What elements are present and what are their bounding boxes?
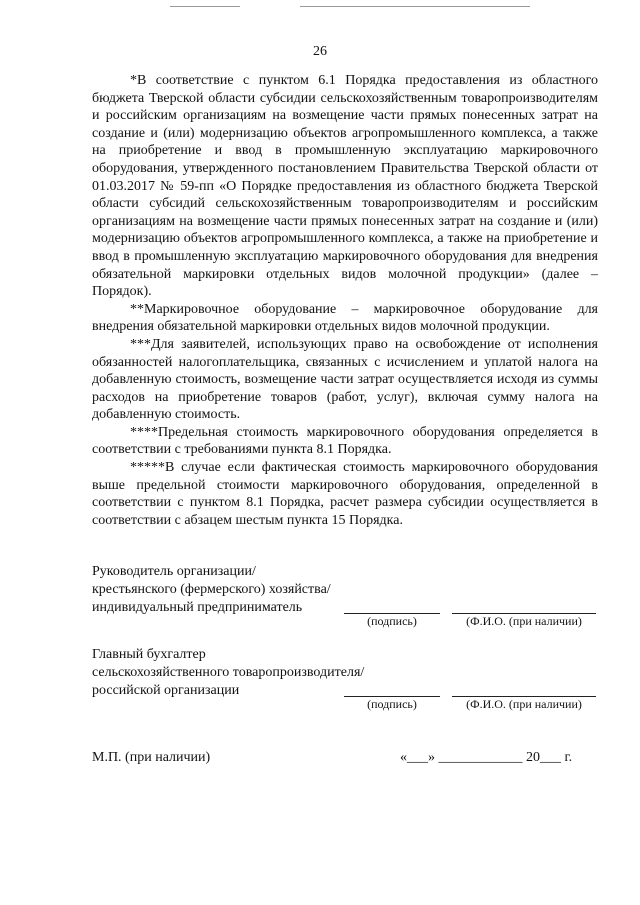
accountant-label-line-3: российской организации (92, 682, 240, 698)
date-field: «___» ____________ 20___ г. (400, 750, 573, 765)
accountant-signature-caption: (подпись) (367, 697, 417, 711)
head-name-caption: (Ф.И.О. (при наличии) (466, 614, 582, 628)
head-label-line-2: крестьянского (фермерского) хозяйства/ (92, 581, 331, 597)
footnote-3: ***Для заявителей, использующих право на освобождение от исполнения обязанностей налогоплательщика, связанных с исчислением и уплатой налога на добавленную стоимость, возмещение части затрат осуществляется исходя из суммы расходов на приобретение товаров (работ, услуг), включая сумму налога на добавленную стоимость. (92, 336, 598, 423)
head-signature-label (92, 563, 331, 616)
footnote-5: *****В случае если фактическая стоимость маркировочного оборудования выше предельной стоимости маркировочного оборудования, определенной в соответствии с пунктом 8.1 Порядка, расчет размера субсидии осуществляется в соответствии с абзацем шестым пункта 15 Порядка. (92, 460, 598, 528)
footnote-2: **Маркировочное оборудование – маркировочное оборудование для внедрения обязательной маркировки отдельных видов молочной продукции. (92, 301, 598, 335)
footnotes (92, 72, 598, 529)
accountant-label-line-1: Главный бухгалтер (92, 647, 206, 662)
stamp-label: М.П. (при наличии) (92, 750, 211, 765)
accountant-signature-label (92, 646, 364, 699)
head-signature-caption: (подпись) (367, 614, 417, 628)
footnote-4: ****Предельная стоимость маркировочного оборудования определяется в соответствии с требованиями пункта 8.1 Порядка. (92, 424, 598, 458)
scan-artifact (170, 6, 240, 7)
head-label-line-3: индивидуальный предприниматель (92, 599, 303, 615)
page-number: 26 (313, 44, 327, 59)
accountant-name-caption: (Ф.И.О. (при наличии) (466, 697, 582, 711)
head-label-line-1: Руководитель организации/ (92, 564, 256, 579)
scan-artifact (300, 6, 530, 7)
footnote-1: *В соответствие с пунктом 6.1 Порядка предоставления из областного бюджета Тверской области субсидии сельскохозяйственным товаропроизводителям и российским организациям на возмещение части прямых понесенных затрат на создание и (или) модернизацию объектов агропромышленного комплекса, а также на приобретение и ввод в промышленную эксплуатацию маркировочного оборудования, утвержденного постановлением Правительства Тверской области от 01.03.2017 № 59-пп «О Порядке предоставления из областного бюджета Тверской области субсидий сельскохозяйственным товаропроизводителям и российским организациям на возмещение части прямых понесенных затрат на создание и (или) модернизацию объектов агропромышленного комплекса, а также на приобретение и ввод в промышленную эксплуатацию маркировочного оборудования для внедрения обязательной маркировки отдельных видов молочной продукции» (далее – Порядок). (92, 73, 598, 300)
accountant-label-line-2: сельскохозяйственного товаропроизводителя/ (92, 664, 365, 680)
